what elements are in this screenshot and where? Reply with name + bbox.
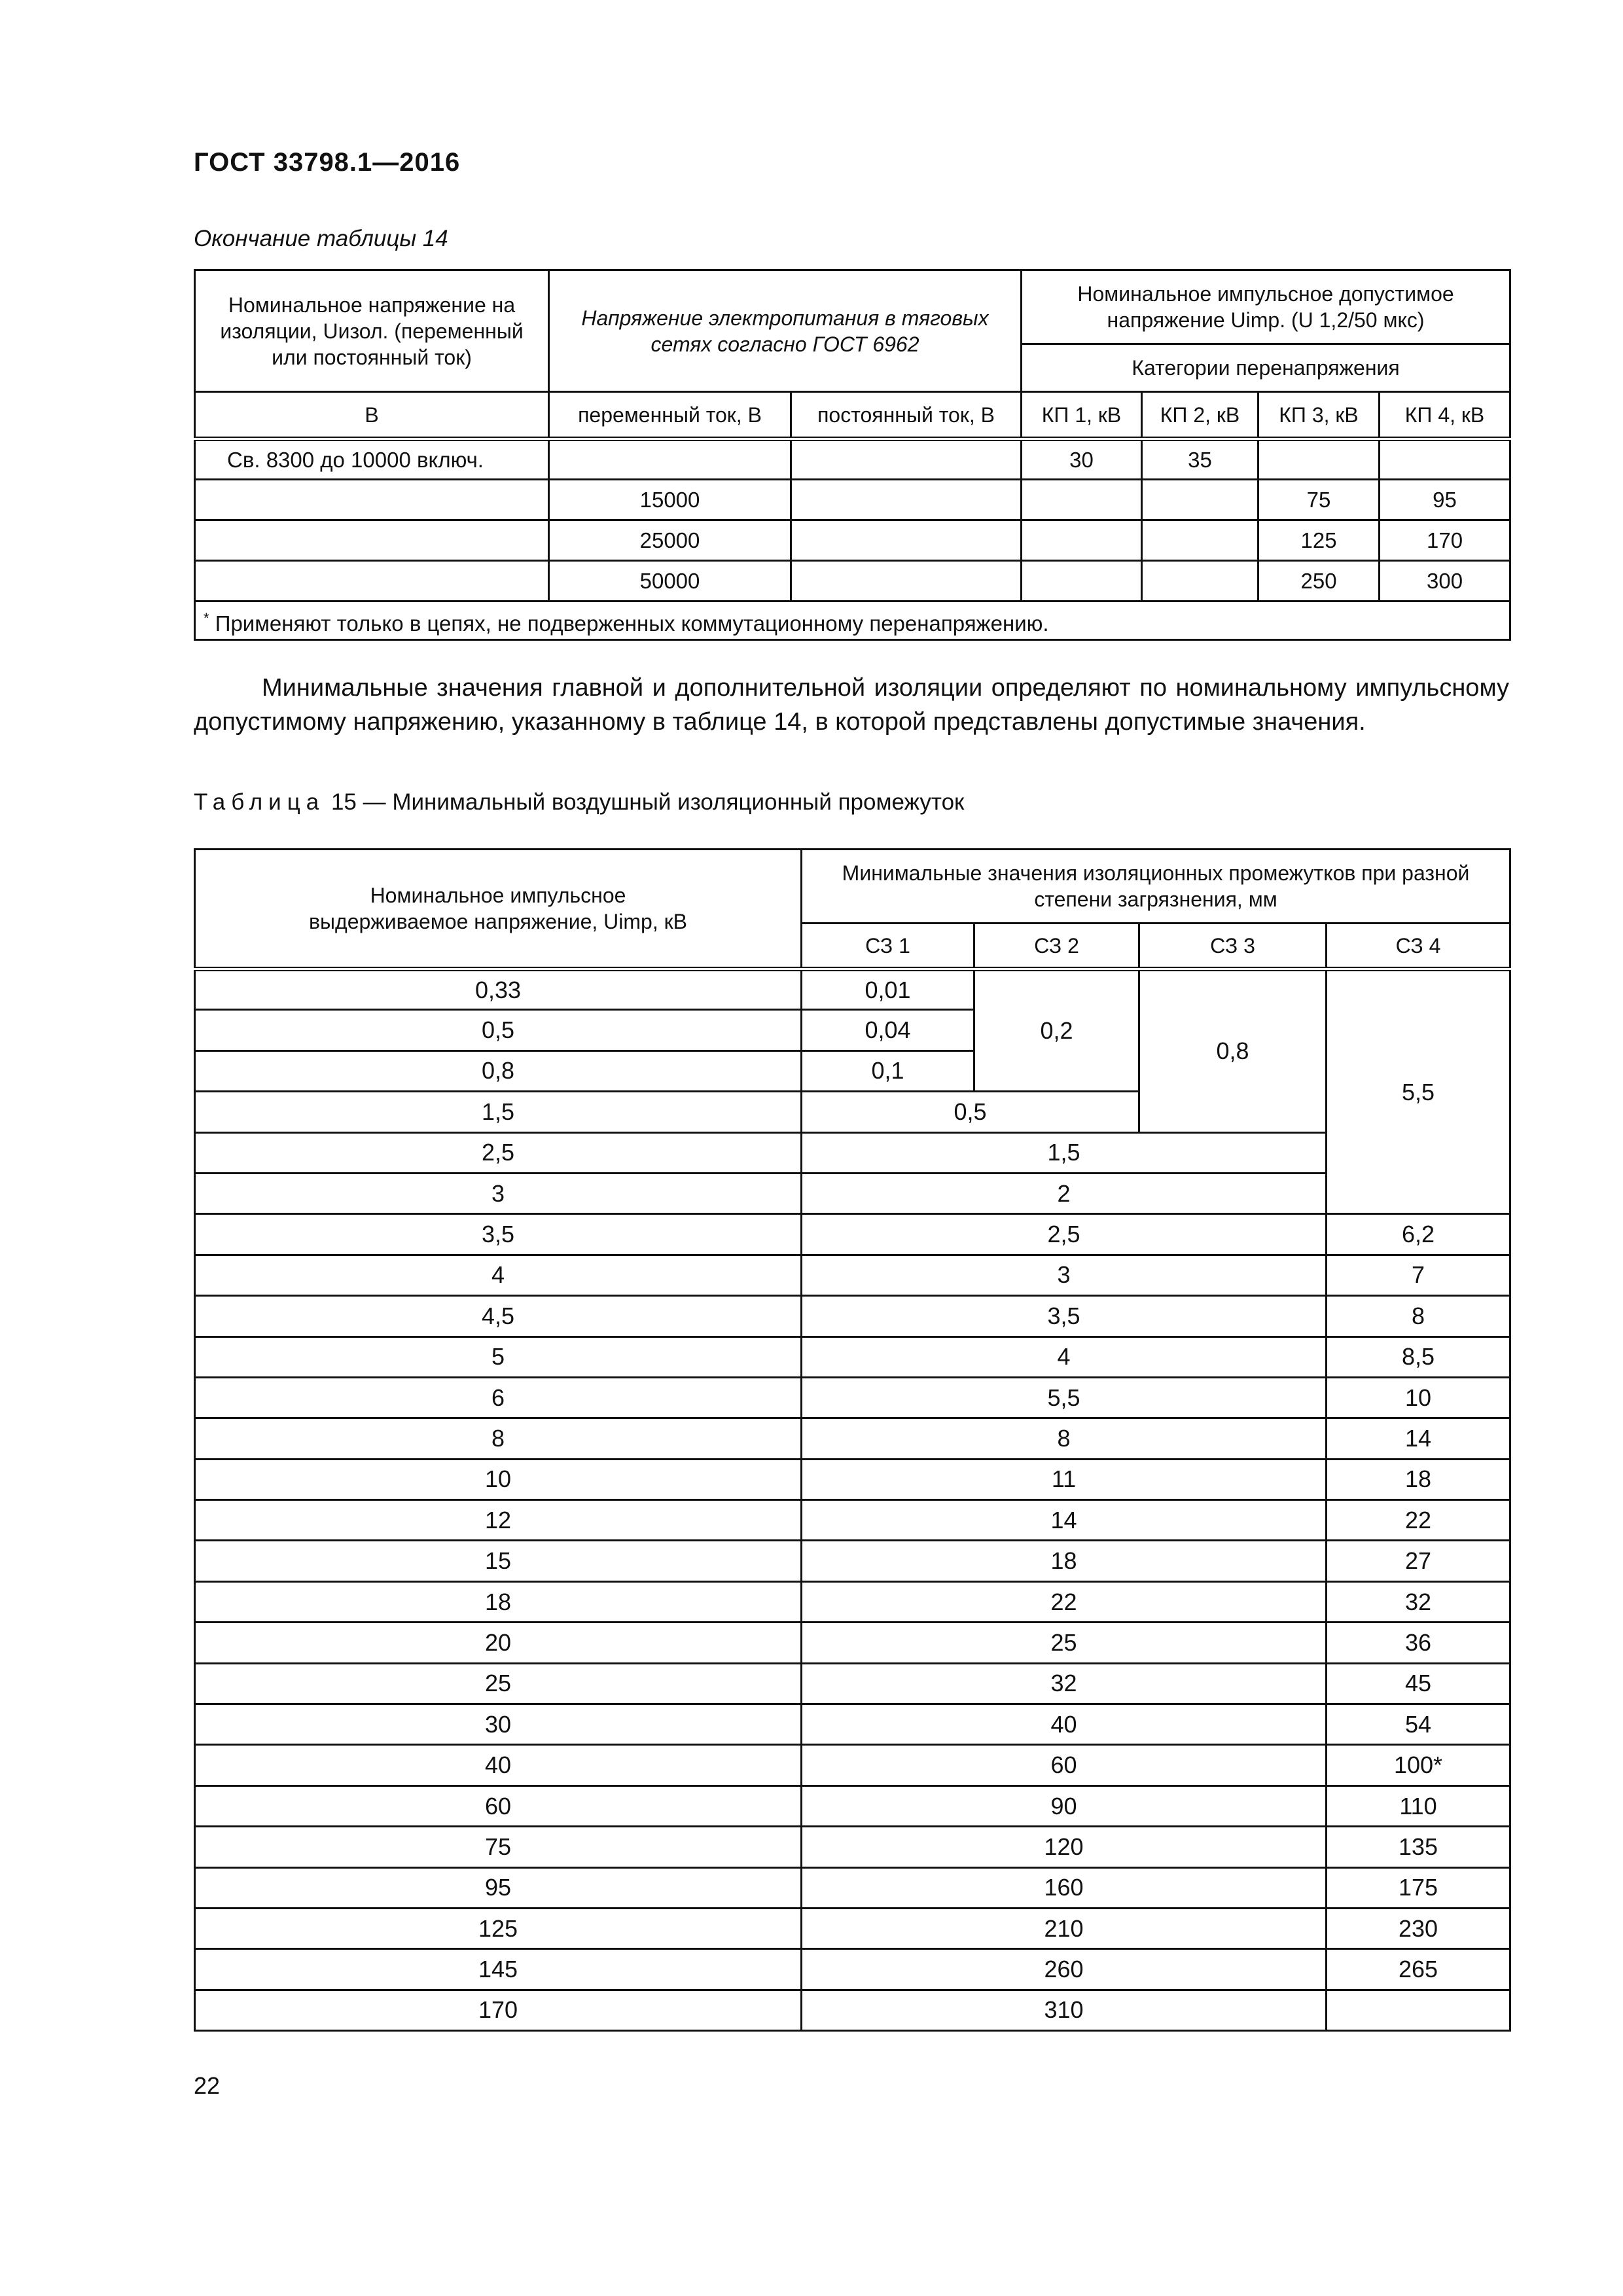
- t15-sz123-cell: 5,5: [802, 1377, 1327, 1418]
- t15-sz4-cell: 7: [1327, 1255, 1510, 1295]
- table-14-caption: Окончание таблицы 14: [194, 226, 448, 251]
- t14-cell: 170: [1380, 520, 1510, 561]
- t15-sz4-cell: 32: [1327, 1581, 1510, 1622]
- table-row: [195, 1132, 1510, 1173]
- t15-voltage-cell: 60: [195, 1785, 802, 1826]
- page-number: 22: [194, 2072, 221, 2099]
- t15-voltage-cell: 170: [195, 1990, 802, 2030]
- t15-sz123-cell: 60: [802, 1745, 1327, 1785]
- t15-voltage-cell: 125: [195, 1908, 802, 1948]
- body-paragraph: [194, 671, 1509, 739]
- t14-cell: [1380, 439, 1510, 480]
- t15-voltage-cell: 30: [195, 1704, 802, 1745]
- t15-voltage-cell: 8: [195, 1418, 802, 1459]
- table-15-caption-label: Таблица: [194, 789, 325, 815]
- t14-cell: [195, 480, 549, 520]
- t14-footnote: [195, 601, 1510, 640]
- t14-units-row: [195, 392, 1510, 439]
- t15-sz4-cell: 100*: [1327, 1745, 1510, 1785]
- table-15-caption-text: 15 — Минимальный воздушный изоляционный промежуток: [325, 789, 965, 815]
- paragraph-text: Минимальные значения главной и дополнительной изоляции определяют по номинальному импульсному допустимому напряжению, указанному в таблице 14, в которой представлены допустимые значения.: [194, 674, 1509, 736]
- t15-sz123-cell: 22: [802, 1581, 1327, 1622]
- t15-voltage-cell: 20: [195, 1623, 802, 1663]
- t15-voltage-cell: 25: [195, 1663, 802, 1704]
- t15-sz4-cell: 135: [1327, 1827, 1510, 1867]
- footnote-text: Применяют только в цепях, не подверженных коммутационному перенапряжению.: [209, 611, 1049, 636]
- t15-sz1-cell: 0,04: [802, 1010, 974, 1050]
- t15-sz4-cell: 265: [1327, 1949, 1510, 1990]
- table-row: [195, 1785, 1510, 1826]
- t14-head-insulation-voltage: Номинальное напряжение на изоляции, Uизол. (переменный или постоянный ток): [195, 270, 549, 392]
- t14-head-impulse-voltage: Номинальное импульсное допустимое напряжение Uimp. (U 1,2/50 мкс): [1022, 270, 1510, 344]
- t14-head-supply-voltage: Напряжение электропитания в тяговых сетях согласно ГОСТ 6962: [549, 270, 1022, 392]
- t15-voltage-cell: 0,33: [195, 969, 802, 1010]
- table-row: [195, 1990, 1510, 2030]
- t14-unit-cell: КП 4, кВ: [1380, 392, 1510, 439]
- t14-cell: 30: [1022, 439, 1142, 480]
- t15-voltage-cell: 40: [195, 1745, 802, 1785]
- t15-sz123-cell: 32: [802, 1663, 1327, 1704]
- t14-cell: [195, 561, 549, 601]
- t14-cell: [1142, 480, 1258, 520]
- footnote-mark: *: [204, 609, 209, 626]
- t15-voltage-cell: 0,8: [195, 1050, 802, 1091]
- t15-sz123-cell: 160: [802, 1867, 1327, 1908]
- t15-sz3-merged-cell: 0,8: [1139, 969, 1327, 1133]
- t15-sz123-cell: 2,5: [802, 1214, 1327, 1255]
- table-row: [195, 1418, 1510, 1459]
- t15-sz4-cell: 36: [1327, 1623, 1510, 1663]
- t15-sz4-cell: 10: [1327, 1377, 1510, 1418]
- t14-cell: 35: [1142, 439, 1258, 480]
- t15-sz123-cell: 90: [802, 1785, 1327, 1826]
- t15-head-impulse-voltage: Номинальное импульсное выдерживаемое напряжение, Uimp, кВ: [195, 850, 802, 969]
- t14-cell: [1142, 520, 1258, 561]
- t15-voltage-cell: 0,5: [195, 1010, 802, 1050]
- t15-voltage-cell: 1,5: [195, 1092, 802, 1132]
- t14-cell: [1022, 480, 1142, 520]
- document-title: ГОСТ 33798.1—2016: [194, 148, 461, 177]
- t15-sz1-cell: 0,01: [802, 969, 974, 1010]
- t15-sz123-cell: 3: [802, 1255, 1327, 1295]
- t15-voltage-cell: 3: [195, 1173, 802, 1213]
- t15-sz123-cell: 120: [802, 1827, 1327, 1867]
- table-row: [195, 1704, 1510, 1745]
- t15-sz4-cell: 18: [1327, 1459, 1510, 1499]
- t14-cell: 95: [1380, 480, 1510, 520]
- t14-cell: 125: [1258, 520, 1380, 561]
- t15-sz4-cell: 22: [1327, 1500, 1510, 1541]
- table-row: [195, 1663, 1510, 1704]
- t15-sz123-cell: 4: [802, 1336, 1327, 1377]
- table-row: [195, 480, 1510, 520]
- table-row: [195, 1377, 1510, 1418]
- t15-sz4-cell: 45: [1327, 1663, 1510, 1704]
- t15-sz123-cell: 310: [802, 1990, 1327, 2030]
- table-row: [195, 1949, 1510, 1990]
- t14-cell: 15000: [549, 480, 791, 520]
- t15-voltage-cell: 10: [195, 1459, 802, 1499]
- table-row: [195, 1867, 1510, 1908]
- t15-voltage-cell: 75: [195, 1827, 802, 1867]
- t15-sz2-merged-cell: 0,2: [974, 969, 1139, 1092]
- table-row: [195, 561, 1510, 601]
- t15-head-sz1: СЗ 1: [802, 924, 974, 969]
- t14-unit-cell: постоянный ток, В: [791, 392, 1022, 439]
- t14-cell: [549, 439, 791, 480]
- table-row: [195, 1581, 1510, 1622]
- t15-voltage-cell: 6: [195, 1377, 802, 1418]
- t15-sz4-cell: 175: [1327, 1867, 1510, 1908]
- table-row: [195, 1214, 1510, 1255]
- t14-cell: 25000: [549, 520, 791, 561]
- t15-sz4-cell: 27: [1327, 1541, 1510, 1581]
- t15-voltage-cell: 4,5: [195, 1296, 802, 1336]
- t15-voltage-cell: 145: [195, 1949, 802, 1990]
- table-row: [195, 1296, 1510, 1336]
- table-row: [195, 1336, 1510, 1377]
- table-row: [195, 520, 1510, 561]
- table-15-caption: [194, 789, 964, 816]
- t14-cell: 300: [1380, 561, 1510, 601]
- t14-cell: [791, 480, 1022, 520]
- t15-sz4-cell: 14: [1327, 1418, 1510, 1459]
- t15-sz123-cell: 40: [802, 1704, 1327, 1745]
- t15-sz123-cell: 260: [802, 1949, 1327, 1990]
- t14-cell: 50000: [549, 561, 791, 601]
- t14-cell: [1258, 439, 1380, 480]
- t15-sz4-cell: 8: [1327, 1296, 1510, 1336]
- t14-cell: [1022, 520, 1142, 561]
- t14-unit-cell: переменный ток, В: [549, 392, 791, 439]
- table-14: [194, 269, 1511, 641]
- table-row: [195, 1255, 1510, 1295]
- t15-voltage-cell: 95: [195, 1867, 802, 1908]
- t14-cell: [791, 561, 1022, 601]
- t15-sz123-cell: 2: [802, 1173, 1327, 1213]
- t15-voltage-cell: 5: [195, 1336, 802, 1377]
- t14-cell: [195, 520, 549, 561]
- t14-cell: 250: [1258, 561, 1380, 601]
- t14-cell: [1022, 561, 1142, 601]
- t14-cell: [1142, 561, 1258, 601]
- table-row: [195, 1908, 1510, 1948]
- t14-cell: 75: [1258, 480, 1380, 520]
- t15-sz4-cell: 8,5: [1327, 1336, 1510, 1377]
- table-row: [195, 1459, 1510, 1499]
- table-row: [195, 1173, 1510, 1213]
- table-row: [195, 1500, 1510, 1541]
- t15-head-sz2: СЗ 2: [974, 924, 1139, 969]
- t15-head-sz4: СЗ 4: [1327, 924, 1510, 969]
- t15-voltage-cell: 3,5: [195, 1214, 802, 1255]
- t15-sz4-cell: [1327, 1990, 1510, 2030]
- t14-unit-cell: КП 1, кВ: [1022, 392, 1142, 439]
- t14-unit-cell: В: [195, 392, 549, 439]
- t15-sz4-cell: 110: [1327, 1785, 1510, 1826]
- t15-sz123-cell: 14: [802, 1500, 1327, 1541]
- t15-sz4-cell: 230: [1327, 1908, 1510, 1948]
- t15-sz123-cell: 3,5: [802, 1296, 1327, 1336]
- table-15: [194, 848, 1511, 2032]
- table-row: [195, 1827, 1510, 1867]
- t15-sz123-cell: 11: [802, 1459, 1327, 1499]
- t15-sz123-cell: 18: [802, 1541, 1327, 1581]
- t15-sz123-cell: 8: [802, 1418, 1327, 1459]
- t14-cell: [791, 520, 1022, 561]
- t14-cell: Св. 8300 до 10000 включ.: [195, 439, 549, 480]
- t15-sz1-cell: 0,1: [802, 1050, 974, 1091]
- t15-sz12-merged-cell: 0,5: [802, 1092, 1139, 1132]
- t15-voltage-cell: 18: [195, 1581, 802, 1622]
- t15-sz123-cell: 1,5: [802, 1132, 1327, 1173]
- table-row: [195, 439, 1510, 480]
- t15-voltage-cell: 15: [195, 1541, 802, 1581]
- t14-head-overvoltage-categories: Категории перенапряжения: [1022, 344, 1510, 392]
- t14-unit-cell: КП 2, кВ: [1142, 392, 1258, 439]
- t15-sz4-cell: 54: [1327, 1704, 1510, 1745]
- t15-sz123-cell: 25: [802, 1623, 1327, 1663]
- table-row: [195, 1541, 1510, 1581]
- t15-sz123-cell: 210: [802, 1908, 1327, 1948]
- t14-unit-cell: КП 3, кВ: [1258, 392, 1380, 439]
- t14-cell: [791, 439, 1022, 480]
- t15-voltage-cell: 12: [195, 1500, 802, 1541]
- t15-head-sz3: СЗ 3: [1139, 924, 1327, 969]
- t15-voltage-cell: 2,5: [195, 1132, 802, 1173]
- t15-voltage-cell: 4: [195, 1255, 802, 1295]
- table-row: [195, 969, 1510, 1010]
- t15-head-clearances: Минимальные значения изоляционных промежутков при разной степени загрязнения, мм: [802, 850, 1510, 924]
- t15-sz4-cell: 6,2: [1327, 1214, 1510, 1255]
- t15-sz4-merged-cell: 5,5: [1327, 969, 1510, 1214]
- table-row: [195, 1745, 1510, 1785]
- table-row: [195, 1623, 1510, 1663]
